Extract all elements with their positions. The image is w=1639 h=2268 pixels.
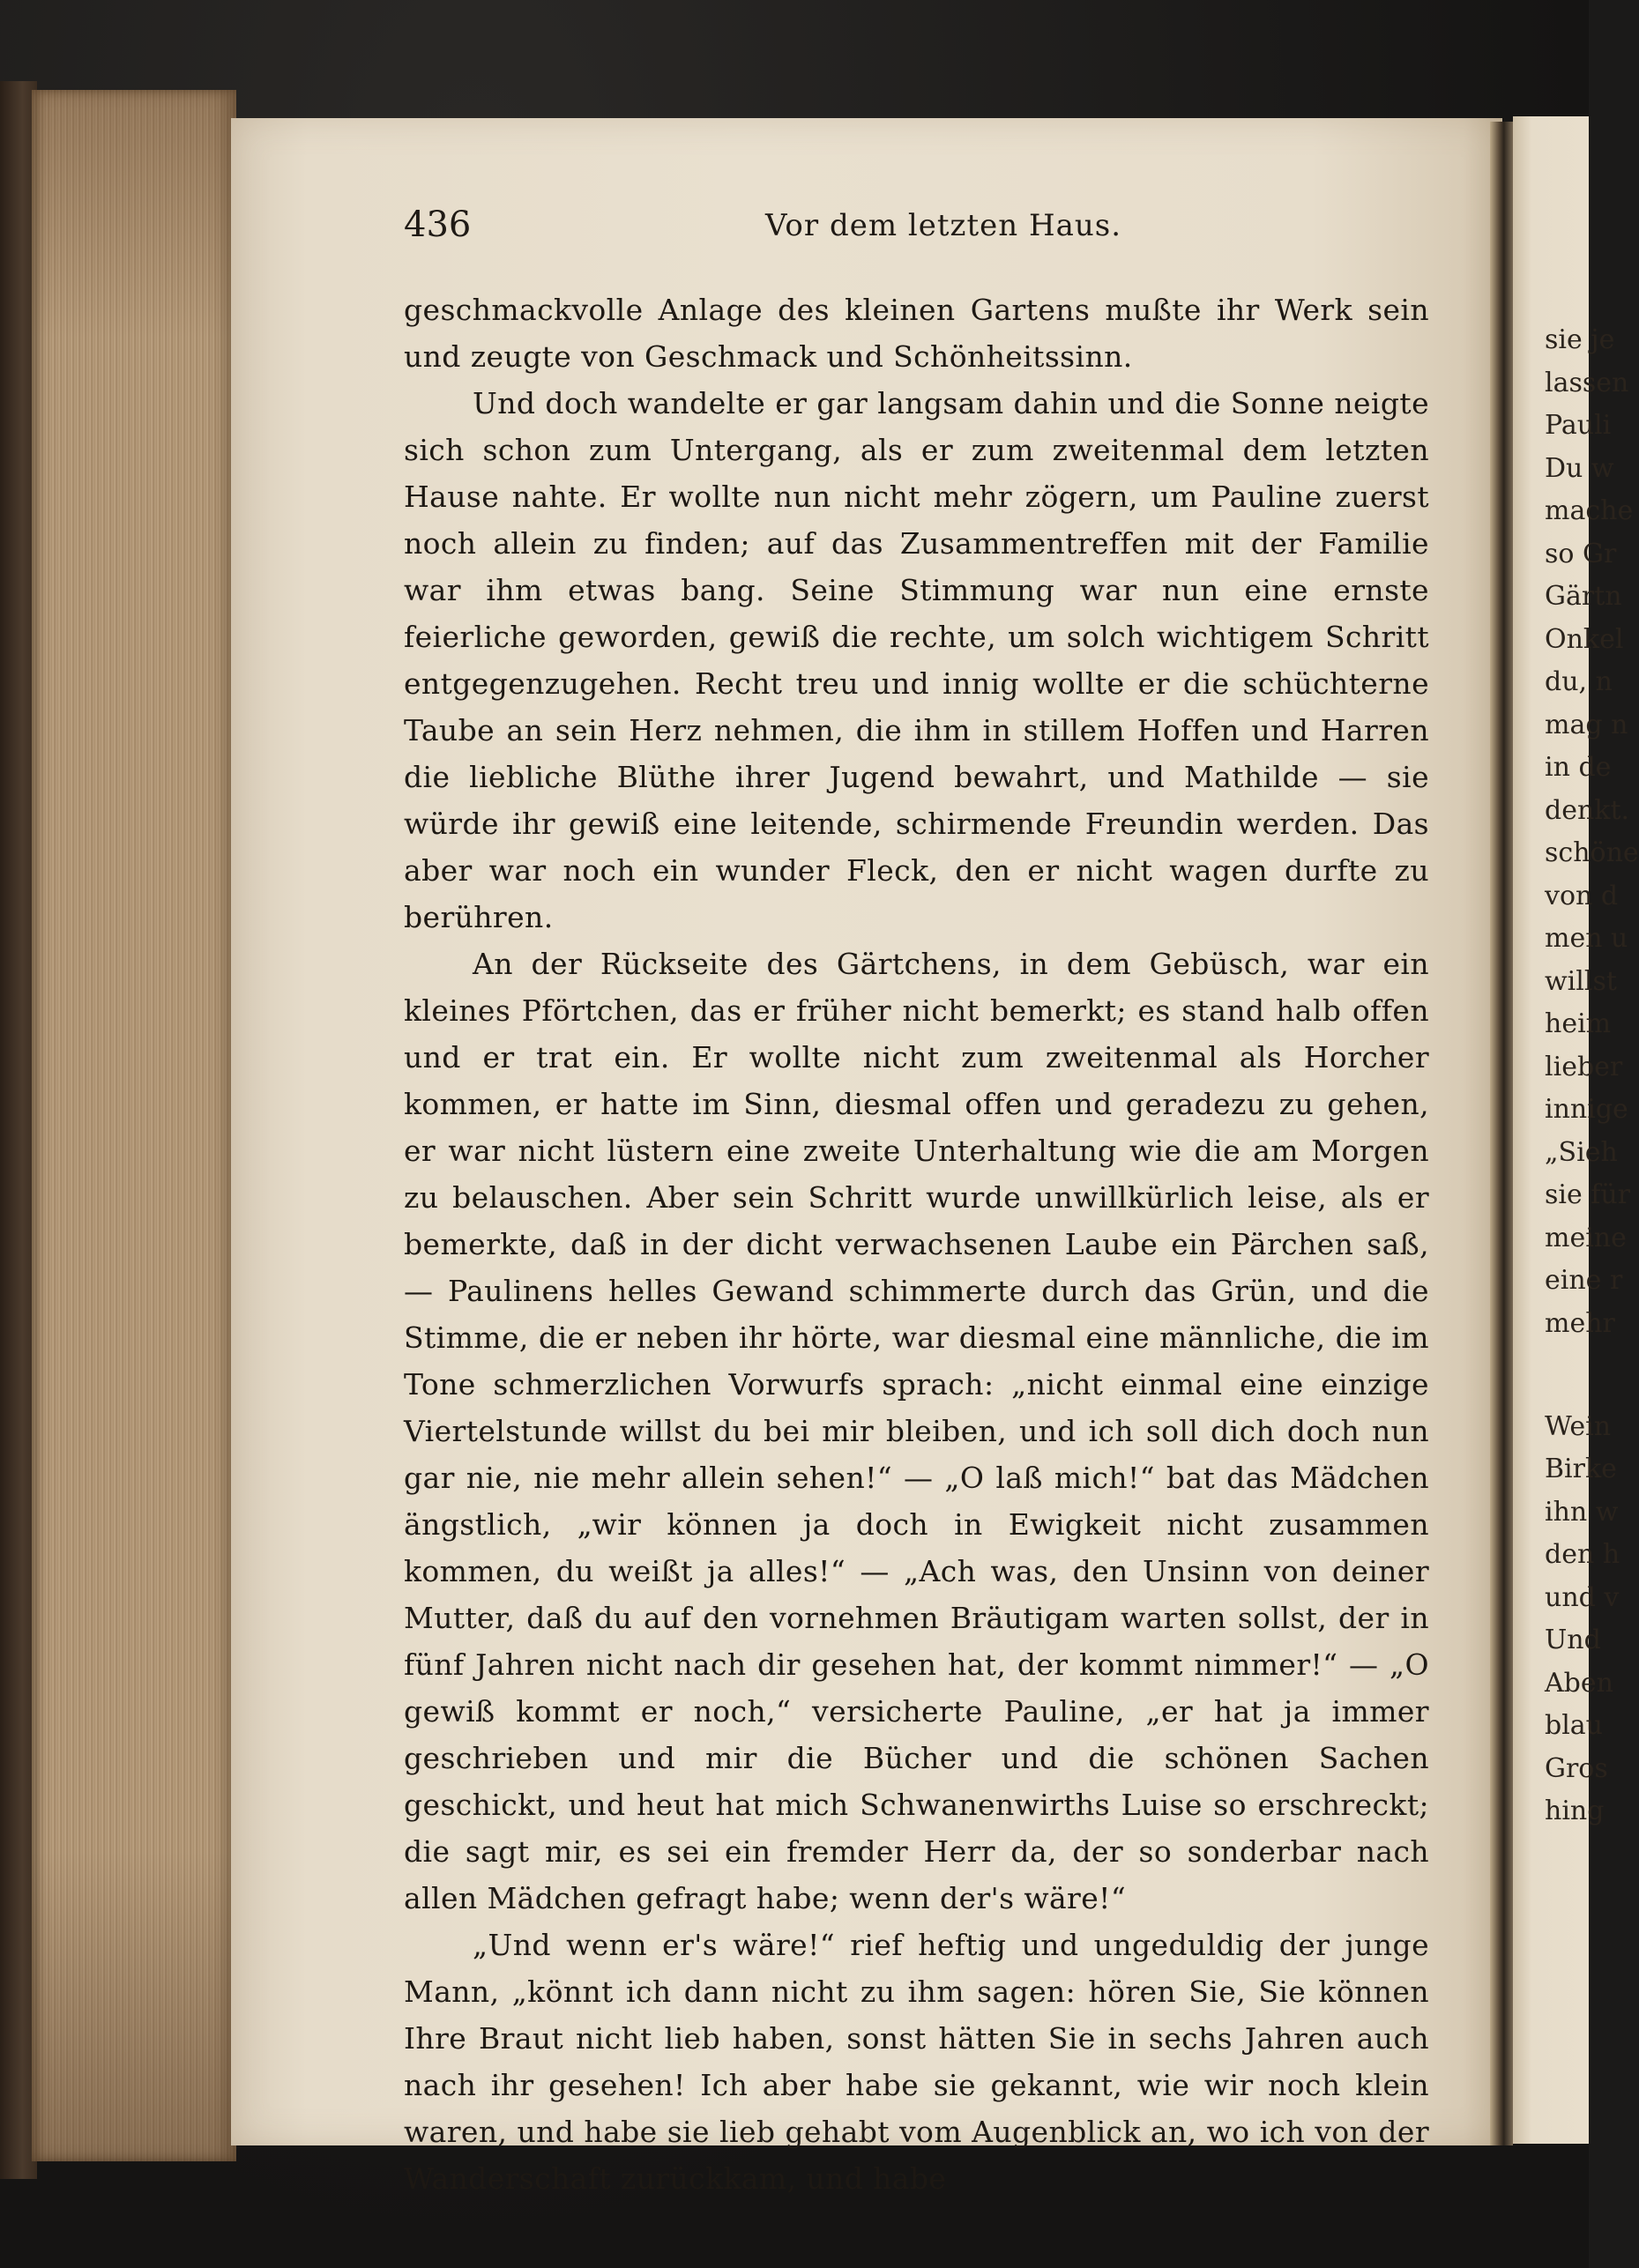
facing-page-line: Und bbox=[1545, 1625, 1601, 1655]
facing-page-line: ihn w bbox=[1545, 1496, 1619, 1528]
facing-page-line: innige bbox=[1545, 1094, 1628, 1125]
page-number: 436 bbox=[404, 204, 472, 245]
facing-page-line: und v bbox=[1545, 1581, 1620, 1613]
facing-page-line: meine bbox=[1545, 1222, 1627, 1253]
facing-page-line: Du w bbox=[1545, 452, 1614, 484]
facing-page-line: willst bbox=[1545, 965, 1617, 997]
facing-page-line: mehr bbox=[1545, 1307, 1615, 1339]
facing-page-line: denkt. bbox=[1545, 794, 1630, 826]
facing-page-line: Aben bbox=[1545, 1667, 1613, 1699]
facing-page-line: mag n bbox=[1545, 709, 1628, 740]
facing-page-line: Birke bbox=[1545, 1454, 1617, 1484]
facing-page-line: schöne bbox=[1545, 837, 1639, 868]
facing-page-line: men u bbox=[1545, 923, 1628, 954]
facing-page-line: den h bbox=[1545, 1539, 1620, 1570]
right-page-fragment bbox=[1513, 116, 1639, 2144]
paragraph: „Und wenn er's wäre!“ rief heftig und ungeduldig der junge Mann, „könnt ich dann nicht zu ihm sagen: hören Sie, Sie können Ihre Braut nicht lieb haben, sonst hätten Sie in sechs Jahren auch nach ihr gesehen! Ich aber habe sie gekannt, wie wir noch klein waren, und habe sie lieb gehabt vom Augenblick an, wo ich von der Wanderschaft zurückkam, und habe bbox=[404, 1928, 1429, 2196]
facing-page-line: lieber bbox=[1545, 1051, 1623, 1082]
facing-page-line: Gros bbox=[1545, 1752, 1608, 1784]
paragraph: An der Rückseite des Gärtchens, in dem Gebüsch, war ein kleines Pförtchen, das er früher nicht bemerkt; es stand halb offen und er trat ein. Er wollte nicht zum zweitenmal als Horcher kommen, er hatte im Sinn, diesmal offen und geradezu zu gehen, er war nicht lüstern eine zweite Unterhaltung wie die am Morgen zu belauschen. Aber sein Schritt wurde unwillkürlich leise, als er bemerkte, daß in der dicht verwachsenen Laube ein Pärchen saß, — Paulinens helles Gewand schimmerte durch das Grün, und die Stimme, die er neben ihr hörte, war diesmal eine männliche, die im Tone schmerzlichen Vorwurfs sprach: „nicht einmal eine einzige Viertelstunde willst du bei mir bleiben, und ich soll dich doch nun gar nie, nie mehr allein sehen!“ — „O laß mich!“ bat das Mädchen ängstlich, „wir können ja doch in Ewigkeit nicht zusammen kommen, du weißt ja alles!“ — „Ach was, den Unsinn von deiner Mutter, daß du auf den vornehmen Bräutigam warten sollst, der in fünf Jahren nicht nach dir gesehen hat, der kommt nimmer!“ — „O gewiß kommt er noch,“ versicherte Pauline, „er hat ja immer geschrieben und mir die Bücher und die schönen Sachen geschickt, und heut hat mich Schwanenwirths Luise so erschreckt; die sagt mir, es sei ein fremder Herr da, der so sonderbar nach allen Mädchen gefragt habe; wenn der's wäre!“ bbox=[404, 947, 1429, 1915]
facing-page-line: sie je bbox=[1545, 324, 1615, 355]
facing-page-line: Gärtn bbox=[1545, 581, 1622, 612]
paragraph: Und doch wandelte er gar langsam dahin und die Sonne neigte sich schon zum Untergang, als er zum zweitenmal dem letzten Hause nahte. Er wollte nun nicht mehr zögern, um Pauline zuerst noch allein zu finden; auf das Zusammentreffen mit der Familie war ihm etwas bang. Seine Stimmung war nun eine ernste feierliche geworden, gewiß die rechte, um solch wichtigem Schritt entgegenzugehen. Recht treu und innig wollte er die schüchterne Taube an sein Herz nehmen, die ihm in stillem Hoffen und Harren die liebliche Blüthe ihrer Jugend bewahrt, und Mathilde — sie würde ihr gewiß eine leitende, schirmende Freundin werden. Das aber war noch ein wunder Fleck, den er nicht wagen durfte zu berühren. bbox=[404, 386, 1429, 934]
paragraph: geschmackvolle Anlage des kleinen Gartens mußte ihr Werk sein und zeugte von Geschmack und Schönheitssinn. bbox=[404, 293, 1429, 374]
facing-page-line: „Sieh bbox=[1545, 1136, 1618, 1168]
running-title: Vor dem letzten Haus. bbox=[765, 208, 1122, 243]
facing-page-line: mache bbox=[1545, 495, 1634, 526]
page-header bbox=[404, 204, 1409, 254]
facing-page-line: Wein bbox=[1545, 1410, 1612, 1442]
facing-page-line: sie für bbox=[1545, 1179, 1631, 1210]
facing-page-line: du, n bbox=[1545, 666, 1613, 697]
facing-page-line: eine r bbox=[1545, 1265, 1623, 1296]
facing-page-line: Pauli bbox=[1545, 410, 1612, 441]
facing-page-line: so Gr bbox=[1545, 538, 1617, 569]
facing-page-line: lassen bbox=[1545, 367, 1629, 398]
facing-page-line: in de bbox=[1545, 752, 1612, 783]
facing-page-line: von d bbox=[1545, 880, 1619, 911]
facing-page-line: blau bbox=[1545, 1710, 1604, 1741]
facing-page-line: Onkel bbox=[1545, 623, 1624, 655]
facing-page-line: hing bbox=[1545, 1796, 1605, 1826]
body-text bbox=[404, 286, 1429, 2202]
facing-page-line: heim bbox=[1545, 1008, 1612, 1039]
book-gutter bbox=[1490, 122, 1513, 2145]
